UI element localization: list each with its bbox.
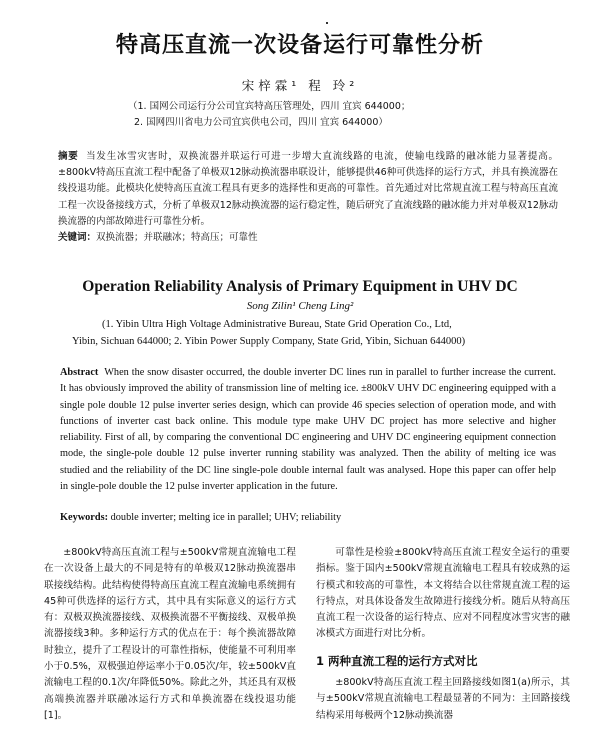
affiliation-en-line: Yibin, Sichuan 644000; 2. Yibin Power Supply Company, State Grid, Yibin, Sichuan 644000)	[72, 336, 466, 347]
abstract-en	[60, 365, 556, 495]
affiliation-cn-line: 2. 国网四川省电力公司宜宾供电公司，四川 宜宾 644000）	[134, 117, 388, 128]
section-heading: 1 两种直流工程的运行方式对比	[316, 653, 478, 668]
keywords-cn: 双换流器；并联融冰；特高压；可靠性	[96, 232, 258, 244]
affiliation-cn-line: （1. 国网公司运行分公司宜宾特高压管理处，四川 宜宾 644000；	[128, 101, 411, 112]
abstract-cn-text: 当发生冰雪灾害时，双换流器并联运行可进一步增大直流线路的电流，使输电线路的融冰能力显著提高。±800kV特高压直流工程中配备了单极双12脉动换流器串联设计，能够提供46种可供选择的运行方式，并具有换流器在线投退功能。此模块化使特高压直流工程具有更多的选择性和更高的可靠性。首先通过对比常规直流工程与特高压直流工程一次设备接线方式，分析了单极双12脉动换流器的运行稳定性，随后研究了直流线路的融冰能力并对单极双12脉动换流器的内部故障进行可靠性分析。	[58, 151, 558, 227]
affiliation-en-line: (1. Yibin Ultra High Voltage Administrative Bureau, State Grid Operation Co., Ltd,	[102, 319, 452, 330]
paper-title-en: Operation Reliability Analysis of Primary Equipment in UHV DC	[82, 278, 518, 295]
keywords-en-label: Keywords:	[60, 512, 109, 523]
authors-en: Song Zilin¹ Cheng Ling²	[246, 300, 354, 312]
affiliation-cn	[128, 99, 528, 131]
affiliation-en	[72, 316, 552, 350]
body-column-left	[44, 545, 296, 724]
paper-title-cn: 特高压直流一次设备运行可靠性分析	[115, 33, 484, 58]
body-paragraph: ±800kV特高压直流工程与±500kV常规直流输电工程在一次设备上最大的不同是特有的单极双12脉动换流器串联接线结构。此结构使得特高压直流工程直流输电系统拥有45种可供选择的运行方式，其中具有实际意义的运行方式有：双极双换流器接线、双极换流器不平衡接线、双极单换流器接线3种。多种运行方式的优点在于：每个换流器故障时独立，提升了工程设计的可靠性指标，使能量不可利用率小于0.5%，双极强迫停运率小于0.05次/年，较±500kV直流输电工程的0.1次/年降低50%。除此之外，其还具有双极高端换流器并联融冰运行方式和单换流器在线投退功能[1]。	[44, 547, 296, 721]
keywords-en: double inverter; melting ice in parallel; UHV; reliability	[110, 512, 342, 523]
body-paragraph: ±800kV特高压直流工程主回路接线如图1(a)所示，其与±500kV常规直流输电工程最显著的不同为：主回路接线结构采用每极两个12脉动换流器	[316, 677, 570, 721]
scan-speck	[326, 22, 328, 24]
abstract-en-text: When the snow disaster occurred, the double inverter DC lines run in parallel to further increase the current. It has obviously improved the ability of transmission line of melting ice. ±800kV UHV DC engineering equipped with a single pole double 12 pulse inverter series design, which can provide 46 species selection of operation mode, and with functions of inverter cast back online. This module type make UHV DC project has more selective and higher reliability. First of all, by comparing the conventional DC engineering and UHV DC engineering equipment connection mode, the single-pole double 12 pulse inverter running stability was analyzed. Then the ability of melting ice was studied and the reliability of the DC line single-pole double internal fault was analysed. Hope this paper can offer help in single-pole double the 12 pulse inverter application in the future.	[60, 367, 557, 493]
abstract-en-label: Abstract	[60, 367, 99, 378]
abstract-cn	[58, 149, 558, 246]
abstract-cn-label: 摘要	[58, 151, 79, 162]
authors-cn: 宋梓霖¹ 程 玲²	[241, 78, 359, 93]
body-column-right	[316, 545, 570, 724]
body-paragraph: 可靠性是检验±800kV特高压直流工程安全运行的重要指标。鉴于国内±500kV常规直流输电工程具有较成熟的运行模式和较高的可靠性，本文将结合以往常规直流工程的运行特点，对具体设备发生故障进行接线分析。随后从特高压直流工程一次设备的运行特点、应对不同程度冰雪灾害的融冰模式方面进行对比分析。	[316, 547, 570, 640]
keywords-en-block	[60, 512, 556, 523]
keywords-cn-label: 关键词：	[58, 232, 97, 244]
